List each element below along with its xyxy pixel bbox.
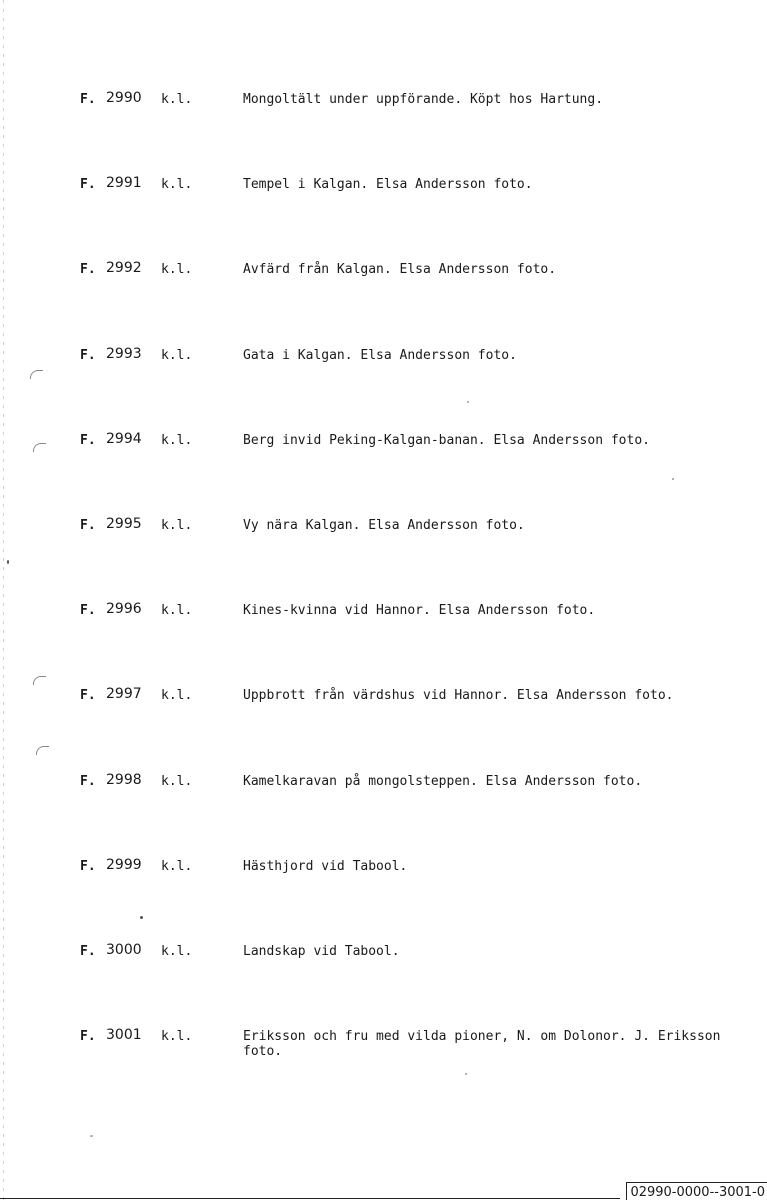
entry-description: Berg invid Peking-Kalgan-banan. Elsa Andersson foto. [243, 433, 650, 448]
scan-speck [140, 916, 143, 919]
margin-mark [33, 676, 46, 685]
entry-prefix: F. [80, 177, 96, 192]
entry-prefix: F. [80, 1029, 96, 1044]
entry-description: Landskap vid Tabool. [243, 944, 400, 959]
entry-description: Kines-kvinna vid Hannor. Elsa Andersson foto. [243, 603, 596, 618]
catalog-entry [0, 1029, 767, 1069]
entry-kl: k.l. [161, 944, 193, 959]
entry-description: Uppbrott från värdshus vid Hannor. Elsa Andersson foto. [243, 688, 674, 703]
entry-prefix: F. [80, 262, 96, 277]
margin-mark [30, 370, 43, 379]
entry-kl: k.l. [161, 688, 193, 703]
catalog-entry [0, 262, 767, 302]
entry-prefix: F. [80, 859, 96, 874]
entry-description: Mongoltält under uppförande. Köpt hos Hartung. [243, 92, 604, 107]
catalog-entry [0, 944, 767, 984]
catalog-entry [0, 433, 767, 473]
catalog-entry [0, 518, 767, 558]
scan-speck [672, 478, 674, 480]
scan-speck [465, 1073, 467, 1075]
entry-number: 3000 [106, 942, 142, 958]
entry-prefix: F. [80, 92, 96, 107]
entry-kl: k.l. [161, 859, 193, 874]
entry-prefix: F. [80, 603, 96, 618]
entry-prefix: F. [80, 774, 96, 789]
catalog-entry [0, 688, 767, 728]
entry-prefix: F. [80, 518, 96, 533]
entry-kl: k.l. [161, 348, 193, 363]
entry-description: Gata i Kalgan. Elsa Andersson foto. [243, 348, 517, 363]
entry-kl: k.l. [161, 177, 193, 192]
entry-number: 2997 [106, 686, 142, 702]
catalog-entry [0, 859, 767, 899]
entry-number: 2990 [106, 90, 142, 106]
entry-kl: k.l. [161, 433, 193, 448]
entry-kl: k.l. [161, 774, 193, 789]
entry-prefix: F. [80, 348, 96, 363]
entry-description: Vy nära Kalgan. Elsa Andersson foto. [243, 518, 525, 533]
entry-description: Avfärd från Kalgan. Elsa Andersson foto. [243, 262, 557, 277]
entry-number: 2992 [106, 260, 142, 276]
margin-mark [36, 746, 49, 755]
entry-kl: k.l. [161, 518, 193, 533]
entry-description: Eriksson och fru med vilda pioner, N. om Dolonor. J. Eriksson foto. [243, 1029, 721, 1059]
entry-number: 2995 [106, 516, 142, 532]
entry-kl: k.l. [161, 603, 193, 618]
catalog-entry [0, 774, 767, 814]
entry-prefix: F. [80, 688, 96, 703]
bottom-rule [0, 1198, 620, 1199]
scan-speck [90, 1135, 93, 1137]
entry-number: 2999 [106, 857, 142, 873]
scan-speck [467, 401, 469, 403]
entry-kl: k.l. [161, 1029, 193, 1044]
catalog-entry [0, 603, 767, 643]
entry-kl: k.l. [161, 92, 193, 107]
entry-number: 3001 [106, 1027, 142, 1043]
entry-prefix: F. [80, 433, 96, 448]
catalog-entry [0, 177, 767, 217]
entry-number: 2993 [106, 346, 142, 362]
entry-description: Hästhjord vid Tabool. [243, 859, 408, 874]
archive-reference: 02990-0000--3001-0 [626, 1182, 767, 1200]
entry-number: 2996 [106, 601, 142, 617]
entry-prefix: F. [80, 944, 96, 959]
entry-number: 2998 [106, 772, 142, 788]
catalog-entry [0, 348, 767, 388]
entry-description: Kamelkaravan på mongolsteppen. Elsa Andersson foto. [243, 774, 643, 789]
catalog-entry [0, 92, 767, 132]
entry-number: 2994 [106, 431, 142, 447]
entry-description: Tempel i Kalgan. Elsa Andersson foto. [243, 177, 533, 192]
scan-speck [7, 560, 9, 564]
entry-kl: k.l. [161, 262, 193, 277]
entry-number: 2991 [106, 175, 142, 191]
margin-mark [33, 443, 46, 452]
